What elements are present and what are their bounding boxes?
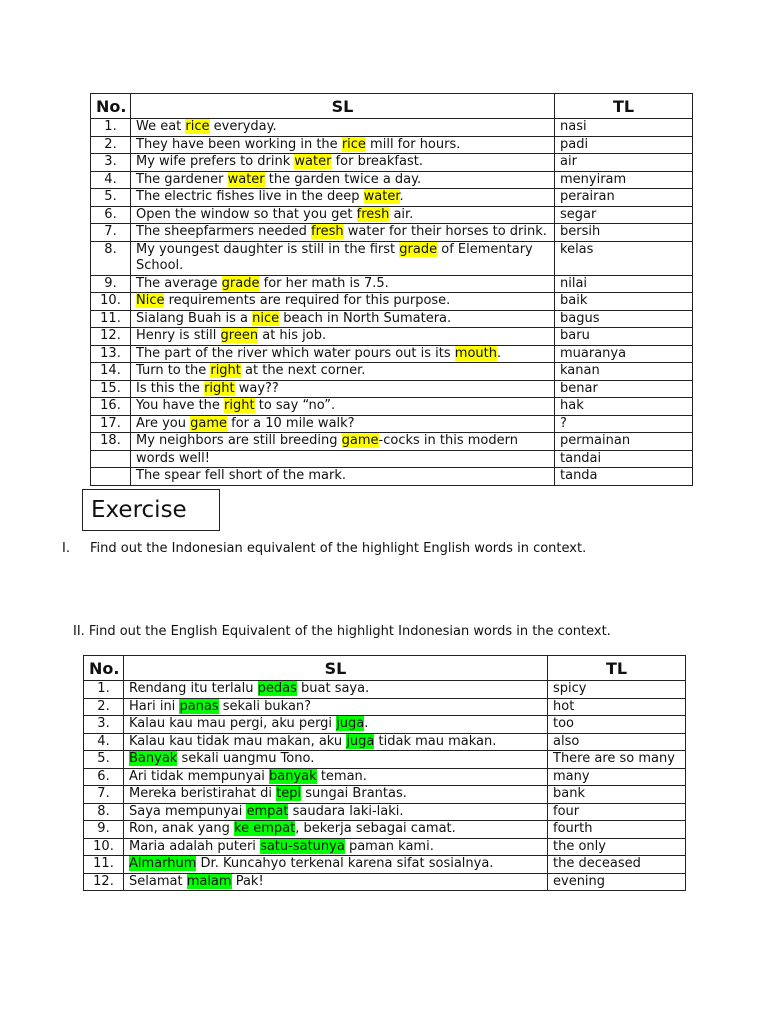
table-row (91, 136, 693, 154)
table-row (84, 716, 686, 734)
sl-text-after: sungai Brantas. (301, 786, 407, 801)
sl-text-before: You have the (136, 398, 225, 413)
indonesian-words-table (83, 655, 686, 891)
row-number: 13. (91, 345, 131, 363)
highlighted-word: Almarhum (129, 856, 197, 871)
sl-text-before: Turn to the (136, 363, 211, 378)
table-row (91, 189, 693, 207)
sl-cell (131, 189, 555, 207)
tl-cell: baik (555, 293, 693, 311)
row-number: 1. (91, 119, 131, 137)
table-row (84, 821, 686, 839)
highlighted-word: juga (346, 733, 375, 749)
tl-cell: also (548, 733, 686, 751)
sl-text-before: Selamat (129, 873, 187, 889)
highlighted-word: right (224, 398, 255, 413)
sl-text-after: Dr. Kuncahyo terkenal karena sifat sosialnya. (196, 856, 494, 871)
sl-text-after: the garden twice a day. (264, 171, 422, 187)
highlighted-word: game (190, 415, 227, 431)
row-number: 6. (84, 768, 124, 786)
row-number: 10. (84, 838, 124, 856)
sl-text-after: , bekerja sebagai camat. (295, 821, 456, 836)
tl-cell: permainan (555, 433, 693, 451)
sl-text-after: water for their horses to drink. (343, 224, 547, 239)
sl-cell (124, 733, 548, 751)
sl-text-after: Pak! (231, 873, 264, 889)
sl-cell (131, 468, 555, 486)
sl-text-before: We eat (136, 119, 186, 134)
sl-cell (131, 433, 555, 451)
sl-cell (131, 415, 555, 433)
table-row (91, 171, 693, 189)
table-row (91, 293, 693, 311)
highlighted-word: game (341, 433, 379, 448)
sl-text-after: air. (389, 206, 414, 222)
highlighted-word: fresh (356, 206, 390, 222)
header-tl: TL (555, 94, 693, 119)
highlighted-word: fresh (311, 224, 344, 239)
row-number: 11. (91, 310, 131, 328)
highlighted-word: empat (246, 803, 289, 819)
row-number: 3. (91, 154, 131, 172)
instruction-1-number: I. (62, 541, 70, 556)
sl-cell (131, 363, 555, 381)
sl-cell (124, 768, 548, 786)
sl-text-before: Are you (136, 415, 191, 431)
sl-cell (131, 119, 555, 137)
table-row (84, 751, 686, 769)
highlighted-word: green (220, 328, 259, 343)
tl-cell: evening (548, 873, 686, 891)
tl-cell: tandai (555, 450, 693, 468)
english-words-table (90, 93, 693, 486)
tl-cell: baru (555, 328, 693, 346)
sl-cell (131, 398, 555, 416)
sl-cell (131, 380, 555, 398)
row-number: 8. (91, 241, 131, 275)
sl-text-after: at the next corner. (240, 363, 366, 378)
tl-cell: nasi (555, 119, 693, 137)
table-header-row (84, 656, 686, 681)
table-row (91, 328, 693, 346)
sl-cell (124, 873, 548, 891)
tl-cell: perairan (555, 189, 693, 207)
table-row (91, 275, 693, 293)
row-number: 14. (91, 363, 131, 381)
table-row (84, 803, 686, 821)
sl-text-before: Is this the (136, 380, 205, 396)
sl-text-after: everyday. (209, 119, 277, 134)
table-row (84, 873, 686, 891)
highlighted-word: rice (341, 136, 366, 152)
row-number: 2. (91, 136, 131, 154)
sl-text-after: way?? (234, 380, 279, 396)
instruction-2: II. Find out the English Equivalent of the highlight Indonesian words in the context. (73, 624, 611, 639)
sl-text-after: teman. (316, 768, 367, 784)
highlighted-word: rice (185, 119, 210, 134)
row-number (91, 450, 131, 468)
sl-cell (131, 241, 555, 275)
sl-text-before: Henry is still (136, 328, 221, 343)
sl-cell (131, 310, 555, 328)
sl-cell (124, 716, 548, 734)
sl-text-before: The part of the river which water pours out is its (136, 345, 455, 361)
highlighted-word: right (204, 380, 235, 396)
tl-cell: nilai (555, 275, 693, 293)
row-number: 4. (84, 733, 124, 751)
sl-text-after: at his job. (258, 328, 327, 343)
table-row (84, 698, 686, 716)
sl-text-after: . (496, 345, 502, 361)
sl-cell (124, 698, 548, 716)
highlighted-word: malam (186, 873, 232, 889)
sl-text-before: Ron, anak yang (129, 821, 235, 836)
highlighted-word: pedas (257, 681, 297, 696)
tl-cell: air (555, 154, 693, 172)
sl-text-after: to say “no”. (254, 398, 336, 413)
table-row (91, 224, 693, 242)
tl-cell: tanda (555, 468, 693, 486)
table-row (91, 154, 693, 172)
header-no: No. (91, 94, 131, 119)
sl-text-before: Sialang Buah is a (136, 310, 253, 326)
sl-text-before: The gardener (136, 171, 228, 187)
sl-text-after: . (364, 716, 369, 731)
row-number: 6. (91, 206, 131, 224)
highlighted-word: Nice (136, 293, 165, 308)
sl-text-after: paman kami. (344, 838, 434, 854)
sl-cell (131, 171, 555, 189)
header-no: No. (84, 656, 124, 681)
sl-text-before: The electric fishes live in the deep (136, 189, 364, 204)
row-number: 4. (91, 171, 131, 189)
sl-cell (131, 154, 555, 172)
table-row (91, 345, 693, 363)
table-row (84, 786, 686, 804)
sl-cell (131, 450, 555, 468)
highlighted-word: Banyak (129, 751, 178, 766)
row-number: 11. (84, 856, 124, 874)
row-number: 9. (91, 275, 131, 293)
highlighted-word: nice (252, 310, 280, 326)
row-number: 16. (91, 398, 131, 416)
tl-cell: kanan (555, 363, 693, 381)
tl-cell: fourth (548, 821, 686, 839)
row-number: 9. (84, 821, 124, 839)
tl-cell: bersih (555, 224, 693, 242)
highlighted-word: water (363, 189, 400, 204)
highlighted-word: water (227, 171, 265, 187)
tl-cell: four (548, 803, 686, 821)
table-row (84, 838, 686, 856)
highlighted-word: right (210, 363, 241, 378)
sl-text-before: My neighbors are still breeding (136, 433, 342, 448)
sl-text-after: sekali bukan? (218, 698, 312, 714)
instruction-1-text: Find out the Indonesian equivalent of the highlight English words in context. (90, 541, 587, 556)
sl-text-after: of Elementary School. (136, 241, 533, 273)
sl-cell (124, 786, 548, 804)
sl-text-before: Maria adalah puteri (129, 838, 261, 854)
highlighted-word: banyak (269, 768, 317, 784)
sl-text-after: saudara laki-laki. (288, 803, 404, 819)
table-row (91, 119, 693, 137)
tl-cell: There are so many (548, 751, 686, 769)
sl-text-after: tidak mau makan. (374, 733, 497, 749)
tl-cell: ? (555, 415, 693, 433)
sl-text-before: Ari tidak mempunyai (129, 768, 270, 784)
tl-cell: menyiram (555, 171, 693, 189)
tl-cell: many (548, 768, 686, 786)
table-row (91, 433, 693, 451)
table-row (91, 415, 693, 433)
row-number: 5. (91, 189, 131, 207)
row-number: 3. (84, 716, 124, 734)
sl-cell (131, 224, 555, 242)
row-number: 15. (91, 380, 131, 398)
header-tl: TL (548, 656, 686, 681)
sl-text-before: Mereka beristirahat di (129, 786, 277, 801)
sl-cell (131, 328, 555, 346)
instruction-1 (62, 541, 586, 557)
row-number: 7. (84, 786, 124, 804)
highlighted-word: satu-satunya (260, 838, 345, 854)
table-row (84, 856, 686, 874)
table-row (91, 398, 693, 416)
sl-cell (131, 293, 555, 311)
row-number: 5. (84, 751, 124, 769)
tl-cell: padi (555, 136, 693, 154)
sl-text-before: My youngest daughter is still in the first (136, 241, 400, 257)
row-number: 12. (84, 873, 124, 891)
sl-cell (124, 681, 548, 699)
sl-text-before: They have been working in the (136, 136, 342, 152)
row-number (91, 468, 131, 486)
tl-cell: too (548, 716, 686, 734)
sl-text-after: beach in North Sumatera. (279, 310, 452, 326)
highlighted-word: grade (221, 275, 260, 291)
tl-cell: the only (548, 838, 686, 856)
row-number: 10. (91, 293, 131, 311)
highlighted-word: grade (399, 241, 438, 257)
tl-cell: benar (555, 380, 693, 398)
tl-cell: the deceased (548, 856, 686, 874)
sl-text-after: for her math is 7.5. (259, 275, 389, 291)
tl-cell: spicy (548, 681, 686, 699)
row-number: 2. (84, 698, 124, 716)
sl-cell (124, 856, 548, 874)
sl-text-after: buat saya. (296, 681, 370, 696)
table-row (91, 380, 693, 398)
table-row (91, 468, 693, 486)
sl-text-before: Rendang itu terlalu (129, 681, 258, 696)
highlighted-word: mouth (454, 345, 497, 361)
sl-text-after: . (399, 189, 404, 204)
sl-text-after: for a 10 mile walk? (227, 415, 355, 431)
tl-cell: bagus (555, 310, 693, 328)
sl-cell (131, 345, 555, 363)
sl-text-before: Kalau kau mau pergi, aku pergi (129, 716, 337, 731)
tl-cell: hak (555, 398, 693, 416)
sl-text-after: sekali uangmu Tono. (177, 751, 315, 766)
highlighted-word: panas (179, 698, 219, 714)
row-number: 1. (84, 681, 124, 699)
exercise-label-box: Exercise (82, 489, 220, 531)
highlighted-word: juga (336, 716, 365, 731)
header-sl: SL (124, 656, 548, 681)
table-row (84, 768, 686, 786)
tl-cell: muaranya (555, 345, 693, 363)
tl-cell: bank (548, 786, 686, 804)
table-row (91, 450, 693, 468)
sl-cell (131, 275, 555, 293)
sl-text-after: words well! (136, 450, 210, 466)
sl-cell (131, 136, 555, 154)
sl-text-before: Saya mempunyai (129, 803, 247, 819)
sl-text-after: mill for hours. (365, 136, 461, 152)
row-number: 12. (91, 328, 131, 346)
table-header-row (91, 94, 693, 119)
sl-text-after: requirements are required for this purpose. (164, 293, 451, 308)
tl-cell: kelas (555, 241, 693, 275)
sl-text-before: The sheepfarmers needed (136, 224, 312, 239)
sl-text-before: The average (136, 275, 222, 291)
sl-text-before: My wife prefers to drink (136, 154, 295, 169)
sl-cell (131, 206, 555, 224)
sl-cell (124, 751, 548, 769)
header-sl: SL (131, 94, 555, 119)
row-number: 7. (91, 224, 131, 242)
row-number: 17. (91, 415, 131, 433)
row-number: 8. (84, 803, 124, 821)
table-row (84, 681, 686, 699)
sl-text-after: The spear fell short of the mark. (136, 468, 347, 483)
sl-cell (124, 838, 548, 856)
highlighted-word: ke empat (234, 821, 296, 836)
sl-text-before: Open the window so that you get (136, 206, 357, 222)
row-number: 18. (91, 433, 131, 451)
sl-cell (124, 821, 548, 839)
sl-text-after: for breakfast. (331, 154, 423, 169)
highlighted-word: tepi (276, 786, 302, 801)
sl-text-before: Hari ini (129, 698, 180, 714)
table-row (91, 310, 693, 328)
highlighted-word: water (294, 154, 332, 169)
table-row (84, 733, 686, 751)
sl-cell (124, 803, 548, 821)
table-row (91, 241, 693, 275)
table-row (91, 206, 693, 224)
table-row (91, 363, 693, 381)
tl-cell: hot (548, 698, 686, 716)
tl-cell: segar (555, 206, 693, 224)
sl-text-after: -cocks in this modern (378, 433, 518, 448)
sl-text-before: Kalau kau tidak mau makan, aku (129, 733, 347, 749)
